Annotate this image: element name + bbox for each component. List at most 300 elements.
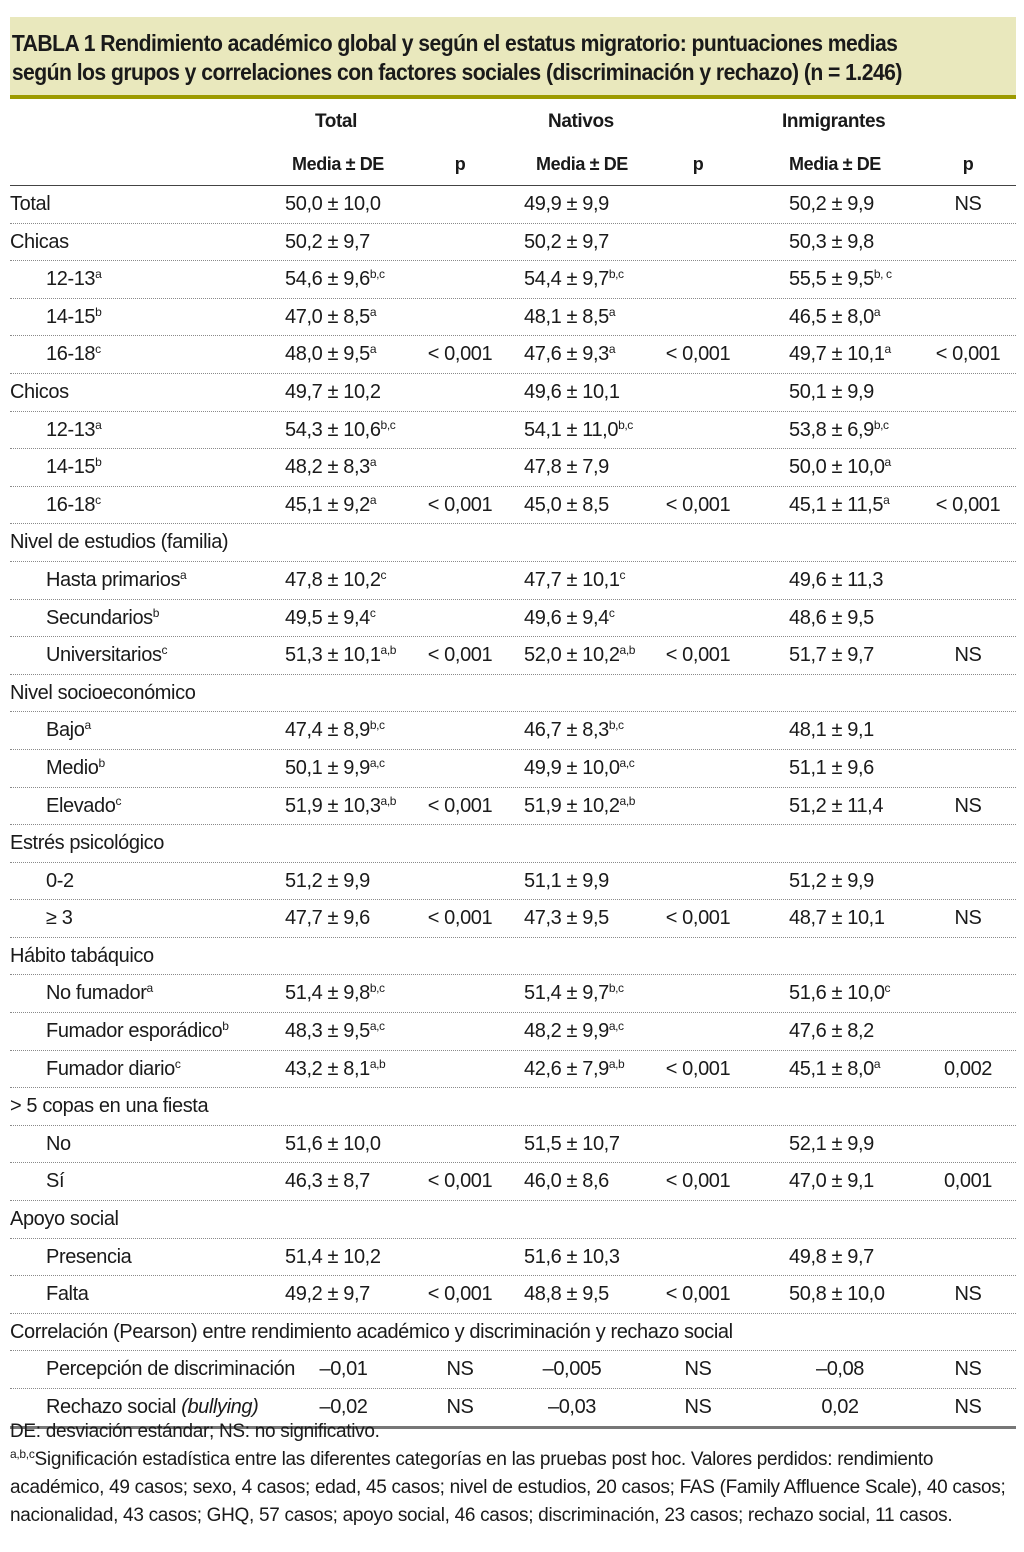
spacer xyxy=(1008,1201,1016,1238)
mean-value: 48,2 ± 9,9 xyxy=(524,1020,609,1043)
significance-sup: b,c xyxy=(873,417,889,432)
spacer xyxy=(1008,1051,1016,1088)
mean-value: 46,0 ± 8,6 xyxy=(524,1170,609,1193)
cell-inmigrantes-p xyxy=(928,524,1008,561)
title-line-1: TABLA 1 Rendimiento académico global y según el estatus migratorio: puntuaciones medias xyxy=(11,30,898,56)
row-label-sup: b xyxy=(98,755,105,770)
mean-value: 50,2 ± 9,9 xyxy=(789,193,874,215)
spacer xyxy=(1008,675,1016,712)
cell-inmigrantes-p xyxy=(928,825,1008,862)
significance-sup: c xyxy=(369,605,376,620)
table-row xyxy=(10,1201,1016,1239)
cell-nativos-p xyxy=(658,524,738,561)
spacer xyxy=(1008,186,1016,223)
cell-inmigrantes-p xyxy=(928,750,1008,787)
significance-sup: a,b xyxy=(619,793,636,808)
spacer xyxy=(1008,712,1016,749)
group-total: Total xyxy=(315,111,357,132)
cell-total-mean xyxy=(285,938,420,975)
cell-inmigrantes-mean xyxy=(738,1126,928,1163)
mean-value: 46,3 ± 8,7 xyxy=(285,1170,370,1193)
cell-nativos-mean xyxy=(500,524,658,561)
header-columns xyxy=(10,144,1016,186)
cell-nativos-mean xyxy=(500,1013,658,1050)
spacer xyxy=(1008,600,1016,637)
cell-total-p xyxy=(420,224,500,261)
cell-total-mean xyxy=(285,562,420,599)
mean-value: 49,2 ± 9,7 xyxy=(285,1283,370,1306)
spacer xyxy=(1008,938,1016,975)
row-label-text: > 5 copas en una fiesta xyxy=(10,1095,209,1118)
cell-inmigrantes-mean xyxy=(738,863,928,900)
cell-nativos-mean xyxy=(500,374,658,411)
mean-value: 48,8 ± 9,5 xyxy=(524,1283,609,1306)
cell-total-p: < 0,001 xyxy=(427,907,493,930)
row-label xyxy=(10,1276,285,1313)
significance-sup: a xyxy=(873,1056,881,1071)
cell-total-p: < 0,001 xyxy=(427,794,493,817)
cell-total-p: NS xyxy=(446,1396,474,1418)
significance-sup: a,b xyxy=(369,1056,386,1071)
mean-value: 50,8 ± 10,0 xyxy=(789,1283,885,1306)
cell-nativos-mean xyxy=(500,825,658,862)
table-row xyxy=(10,788,1016,826)
mean-value: 48,0 ± 9,5 xyxy=(285,343,370,366)
cell-nativos-p xyxy=(658,712,738,749)
col-nativos-mean: Media ± DE xyxy=(536,154,628,174)
row-label xyxy=(10,900,285,937)
mean-value: 49,9 ± 10,0 xyxy=(524,756,620,779)
cell-nativos-mean xyxy=(500,562,658,599)
cell-nativos-p: < 0,001 xyxy=(665,1170,731,1193)
mean-value: 51,5 ± 10,7 xyxy=(524,1132,620,1155)
cell-total-p: < 0,001 xyxy=(427,343,493,366)
note-abbreviations: DE: desviación estándar; NS: no significativo. xyxy=(10,1421,380,1442)
row-label xyxy=(10,1239,285,1276)
significance-sup: a xyxy=(369,304,377,319)
cell-nativos-mean xyxy=(500,1163,658,1200)
cell-nativos-p xyxy=(658,261,738,298)
note-significance xyxy=(10,1446,1020,1530)
cell-inmigrantes-mean xyxy=(738,1088,928,1125)
table-row xyxy=(10,186,1016,224)
cell-total-mean xyxy=(285,449,420,486)
cell-nativos-p xyxy=(658,938,738,975)
cell-inmigrantes-mean xyxy=(738,562,928,599)
cell-inmigrantes-p: NS xyxy=(954,1358,982,1381)
row-label-text: Chicas xyxy=(10,230,69,253)
cell-total-p xyxy=(420,1239,500,1276)
mean-value: 49,8 ± 9,7 xyxy=(789,1245,874,1268)
mean-value: 48,1 ± 8,5 xyxy=(524,305,609,328)
significance-sup: a,c xyxy=(608,1019,624,1034)
significance-sup: a xyxy=(608,304,616,319)
spacer xyxy=(1008,1163,1016,1200)
significance-sup: a,b xyxy=(619,643,636,658)
cell-inmigrantes-mean xyxy=(738,224,928,261)
significance-sup: a,c xyxy=(369,755,385,770)
cell-total-p: < 0,001 xyxy=(427,1283,493,1306)
cell-total-mean xyxy=(285,750,420,787)
row-label-sup: a xyxy=(84,718,91,733)
table-row xyxy=(10,1351,1016,1389)
col-nativos-p: p xyxy=(692,154,704,174)
cell-nativos-mean xyxy=(500,863,658,900)
cell-nativos-mean xyxy=(500,750,658,787)
row-label-text: Sí xyxy=(46,1170,65,1193)
row-label-text: No xyxy=(46,1132,71,1155)
table-title xyxy=(10,17,1016,99)
cell-inmigrantes-mean xyxy=(738,449,928,486)
row-label-sup: c xyxy=(161,643,168,658)
cell-total-p xyxy=(420,562,500,599)
cell-total-p xyxy=(420,1013,500,1050)
cell-inmigrantes-mean xyxy=(738,374,928,411)
mean-value: 51,4 ± 9,8 xyxy=(285,982,370,1005)
cell-total-mean xyxy=(285,261,420,298)
mean-value: 45,1 ± 8,0 xyxy=(789,1057,874,1080)
row-label xyxy=(10,524,285,561)
spacer xyxy=(1008,449,1016,486)
mean-value: 54,1 ± 11,0 xyxy=(524,418,619,441)
cell-nativos-p xyxy=(658,374,738,411)
cell-nativos-mean xyxy=(500,637,658,674)
cell-nativos-mean xyxy=(500,224,658,261)
significance-sup: a xyxy=(884,342,891,357)
cell-nativos-p xyxy=(658,562,738,599)
row-label xyxy=(10,224,285,261)
mean-value: 47,3 ± 9,5 xyxy=(524,907,609,930)
table-row xyxy=(10,487,1016,525)
cell-total-mean xyxy=(285,1088,420,1125)
significance-sup: a xyxy=(369,455,377,470)
mean-value: 53,8 ± 6,9 xyxy=(789,418,874,441)
cell-inmigrantes-mean xyxy=(738,524,928,561)
table-row xyxy=(10,562,1016,600)
cell-nativos-mean xyxy=(500,1201,658,1238)
significance-sup: b,c xyxy=(608,981,624,996)
cell-inmigrantes-p: < 0,001 xyxy=(935,343,1001,366)
row-label-text: No fumador xyxy=(46,982,147,1005)
row-label-text: 16-18 xyxy=(46,343,96,366)
row-label-text: Chicos xyxy=(10,380,69,403)
results-table xyxy=(10,100,1016,1429)
mean-value: 46,5 ± 8,0 xyxy=(789,305,874,328)
row-label-text: Elevado xyxy=(46,794,116,817)
mean-value: 45,1 ± 11,5 xyxy=(789,493,884,516)
mean-value: 51,6 ± 10,3 xyxy=(524,1245,620,1268)
cell-inmigrantes-p xyxy=(928,712,1008,749)
mean-value: 47,6 ± 9,3 xyxy=(524,343,609,366)
significance-sup: b,c xyxy=(618,417,633,432)
mean-value: 0,02 xyxy=(821,1396,859,1418)
row-label-text: Bajo xyxy=(46,719,85,742)
cell-inmigrantes-mean xyxy=(738,1239,928,1276)
table-row xyxy=(10,261,1016,299)
cell-nativos-p xyxy=(658,299,738,336)
row-label xyxy=(10,1013,285,1050)
row-label-text: Fumador diario xyxy=(46,1057,175,1080)
table-row xyxy=(10,224,1016,262)
cell-total-mean xyxy=(285,1276,420,1313)
cell-nativos-p: < 0,001 xyxy=(665,1283,731,1306)
table-row xyxy=(10,299,1016,337)
row-label xyxy=(10,186,285,223)
row-label xyxy=(10,637,285,674)
significance-sup: a,b xyxy=(380,643,397,658)
cell-nativos-p xyxy=(658,750,738,787)
cell-total-p xyxy=(420,712,500,749)
row-label-text: Fumador esporádico xyxy=(46,1020,223,1043)
cell-total-p xyxy=(420,600,500,637)
mean-value: 49,6 ± 11,3 xyxy=(789,568,884,591)
cell-inmigrantes-p xyxy=(928,975,1008,1012)
mean-value: 49,6 ± 10,1 xyxy=(524,380,620,403)
mean-value: 43,2 ± 8,1 xyxy=(285,1057,370,1080)
mean-value: 47,8 ± 7,9 xyxy=(524,456,609,479)
row-label-sup: a xyxy=(95,267,102,282)
mean-value: 45,0 ± 8,5 xyxy=(524,493,609,516)
cell-nativos-mean xyxy=(500,1239,658,1276)
cell-inmigrantes-p xyxy=(928,374,1008,411)
row-label-text: Total xyxy=(10,193,51,215)
row-label xyxy=(10,788,285,825)
spacer xyxy=(1008,224,1016,261)
spacer xyxy=(1008,562,1016,599)
row-label xyxy=(10,487,285,524)
cell-inmigrantes-p: NS xyxy=(954,1283,982,1306)
row-label xyxy=(10,562,285,599)
table-row xyxy=(10,449,1016,487)
table-row xyxy=(10,900,1016,938)
cell-inmigrantes-p xyxy=(928,562,1008,599)
header-groups xyxy=(10,100,1016,144)
cell-inmigrantes-mean xyxy=(738,750,928,787)
cell-inmigrantes-p xyxy=(928,1088,1008,1125)
mean-value: 54,6 ± 9,6 xyxy=(285,268,370,291)
cell-total-p xyxy=(420,975,500,1012)
table-row xyxy=(10,675,1016,713)
mean-value: 52,1 ± 9,9 xyxy=(789,1132,874,1155)
mean-value: 47,4 ± 8,9 xyxy=(285,719,370,742)
cell-total-mean xyxy=(285,975,420,1012)
cell-total-p xyxy=(420,1088,500,1125)
cell-inmigrantes-mean xyxy=(738,261,928,298)
cell-total-mean xyxy=(285,412,420,449)
table-row xyxy=(10,1126,1016,1164)
row-label-sup: c xyxy=(115,793,122,808)
row-label-text: Apoyo social xyxy=(10,1208,119,1231)
cell-nativos-mean xyxy=(500,675,658,712)
mean-value: 51,4 ± 10,2 xyxy=(285,1245,381,1268)
cell-nativos-p: < 0,001 xyxy=(665,644,731,667)
row-label-sup: a xyxy=(95,417,102,432)
cell-nativos-mean xyxy=(500,600,658,637)
cell-total-p: < 0,001 xyxy=(427,493,493,516)
cell-nativos-mean xyxy=(500,975,658,1012)
row-label-italic: (bullying) xyxy=(181,1396,259,1418)
row-label-text: Medio xyxy=(46,756,99,779)
spacer xyxy=(1008,374,1016,411)
mean-value: 51,2 ± 11,4 xyxy=(789,794,884,817)
cell-inmigrantes-p xyxy=(928,675,1008,712)
significance-sup: a xyxy=(873,304,881,319)
cell-total-p xyxy=(420,1051,500,1088)
significance-sup: b,c xyxy=(369,981,385,996)
cell-inmigrantes-p: NS xyxy=(954,794,982,817)
table-row xyxy=(10,412,1016,450)
row-label xyxy=(10,299,285,336)
mean-value: 49,7 ± 10,1 xyxy=(789,343,885,366)
mean-value: 51,4 ± 9,7 xyxy=(524,982,609,1005)
significance-sup: a xyxy=(884,455,891,470)
cell-inmigrantes-mean xyxy=(738,637,928,674)
cell-inmigrantes-mean xyxy=(738,712,928,749)
cell-inmigrantes-mean xyxy=(738,938,928,975)
spacer xyxy=(1008,900,1016,937)
spacer xyxy=(1008,261,1016,298)
row-label-sup: a xyxy=(146,981,153,996)
table-row xyxy=(10,750,1016,788)
row-label-text: Hábito tabáquico xyxy=(10,944,154,967)
cell-inmigrantes-p: 0,002 xyxy=(943,1057,993,1080)
mean-value: 47,8 ± 10,2 xyxy=(285,568,381,591)
spacer xyxy=(1008,1351,1016,1388)
cell-nativos-mean xyxy=(500,261,658,298)
row-label-sup: b xyxy=(95,304,102,319)
mean-value: 47,7 ± 9,6 xyxy=(285,907,370,930)
spacer xyxy=(1008,788,1016,825)
cell-total-mean xyxy=(285,712,420,749)
mean-value: –0,02 xyxy=(319,1396,368,1418)
cell-nativos-p: < 0,001 xyxy=(665,907,731,930)
mean-value: 48,1 ± 9,1 xyxy=(789,719,874,742)
cell-total-p xyxy=(420,825,500,862)
cell-total-p xyxy=(420,1201,500,1238)
mean-value: 50,2 ± 9,7 xyxy=(524,230,609,253)
mean-value: 51,6 ± 10,0 xyxy=(285,1132,381,1155)
cell-total-mean xyxy=(285,1351,420,1388)
cell-total-mean xyxy=(285,637,420,674)
cell-total-mean xyxy=(285,900,420,937)
cell-nativos-p xyxy=(658,224,738,261)
cell-total-mean xyxy=(285,863,420,900)
table-row xyxy=(10,336,1016,374)
cell-nativos-mean xyxy=(500,412,658,449)
row-label-sup: c xyxy=(95,342,101,357)
mean-value: 47,7 ± 10,1 xyxy=(524,568,620,591)
significance-sup: b, c xyxy=(873,267,892,282)
mean-value: –0,01 xyxy=(319,1358,368,1381)
row-label-text: Presencia xyxy=(46,1245,132,1268)
row-label-text: ≥ 3 xyxy=(46,907,73,930)
note-text: Significación estadística entre las diferentes categorías en las pruebas post hoc. Valores perdidos: rendimiento académico, 49 casos; sexo, 4 casos; edad, 45 casos; nivel de estudios, 20 casos; FAS (Family Affluence Scale), 40 casos; nacionalidad, 43 casos; GHQ, 57 casos; apoyo social, 46 casos; discriminación, 23 casos; rechazo social, 11 casos. xyxy=(10,1449,1006,1526)
row-label xyxy=(10,1126,285,1163)
cell-inmigrantes-p xyxy=(928,261,1008,298)
row-label xyxy=(10,712,285,749)
mean-value: 48,7 ± 10,1 xyxy=(789,907,885,930)
cell-nativos-p xyxy=(658,412,738,449)
significance-sup: a xyxy=(369,492,377,507)
cell-nativos-p xyxy=(658,1239,738,1276)
cell-total-p xyxy=(420,261,500,298)
row-label xyxy=(10,1201,285,1238)
mean-value: 47,0 ± 9,1 xyxy=(789,1170,874,1193)
cell-total-mean xyxy=(285,788,420,825)
cell-inmigrantes-p xyxy=(928,412,1008,449)
table-row xyxy=(10,1276,1016,1314)
col-total-mean: Media ± DE xyxy=(292,154,384,174)
cell-inmigrantes-mean xyxy=(738,1201,928,1238)
row-label-sup: c xyxy=(95,492,101,507)
cell-total-p xyxy=(420,186,500,223)
row-label-text: 12-13 xyxy=(46,418,96,441)
mean-value: 49,7 ± 10,2 xyxy=(285,380,381,403)
cell-inmigrantes-mean xyxy=(738,1351,928,1388)
mean-value: 50,1 ± 9,9 xyxy=(789,380,874,403)
group-inmigrantes: Inmigrantes xyxy=(782,111,886,132)
mean-value: 51,9 ± 10,3 xyxy=(285,794,381,817)
cell-nativos-p: NS xyxy=(684,1358,712,1381)
table-row xyxy=(10,975,1016,1013)
cell-nativos-p xyxy=(658,675,738,712)
table-row xyxy=(10,1088,1016,1126)
significance-sup: c xyxy=(380,567,387,582)
cell-nativos-mean xyxy=(500,449,658,486)
cell-total-p xyxy=(420,675,500,712)
table-row xyxy=(10,1051,1016,1089)
table-body xyxy=(10,186,1016,1429)
table-notes xyxy=(10,1418,1020,1530)
cell-inmigrantes-mean xyxy=(738,1163,928,1200)
mean-value: 51,1 ± 9,6 xyxy=(789,756,874,779)
row-label-text: 14-15 xyxy=(46,305,96,328)
row-label-sup: b xyxy=(152,605,160,620)
spacer xyxy=(1008,1126,1016,1163)
cell-nativos-p xyxy=(658,1013,738,1050)
cell-inmigrantes-p: NS xyxy=(954,193,982,215)
significance-sup: a,c xyxy=(619,755,635,770)
cell-inmigrantes-mean xyxy=(738,825,928,862)
row-label-text: 14-15 xyxy=(46,456,96,479)
mean-value: 51,9 ± 10,2 xyxy=(524,794,620,817)
cell-nativos-mean xyxy=(500,336,658,373)
row-label xyxy=(10,1351,295,1388)
row-label xyxy=(10,863,285,900)
row-label-text: Secundarios xyxy=(46,606,153,629)
cell-inmigrantes-mean xyxy=(738,675,928,712)
cell-nativos-p xyxy=(658,1201,738,1238)
table-row xyxy=(10,712,1016,750)
cell-nativos-p: < 0,001 xyxy=(665,493,731,516)
cell-nativos-mean xyxy=(500,900,658,937)
significance-sup: a xyxy=(608,342,616,357)
table-row xyxy=(10,1314,1016,1352)
cell-total-mean xyxy=(285,224,420,261)
table-row xyxy=(10,600,1016,638)
cell-nativos-mean xyxy=(500,1126,658,1163)
significance-sup: c xyxy=(619,567,626,582)
cell-inmigrantes-p xyxy=(928,449,1008,486)
cell-total-mean xyxy=(285,336,420,373)
row-label xyxy=(10,1051,285,1088)
significance-sup: a xyxy=(369,342,377,357)
cell-inmigrantes-mean xyxy=(738,900,928,937)
significance-sup: c xyxy=(884,981,891,996)
cell-inmigrantes-mean xyxy=(738,600,928,637)
row-label-sup: c xyxy=(174,1056,181,1071)
cell-total-mean xyxy=(285,1013,420,1050)
